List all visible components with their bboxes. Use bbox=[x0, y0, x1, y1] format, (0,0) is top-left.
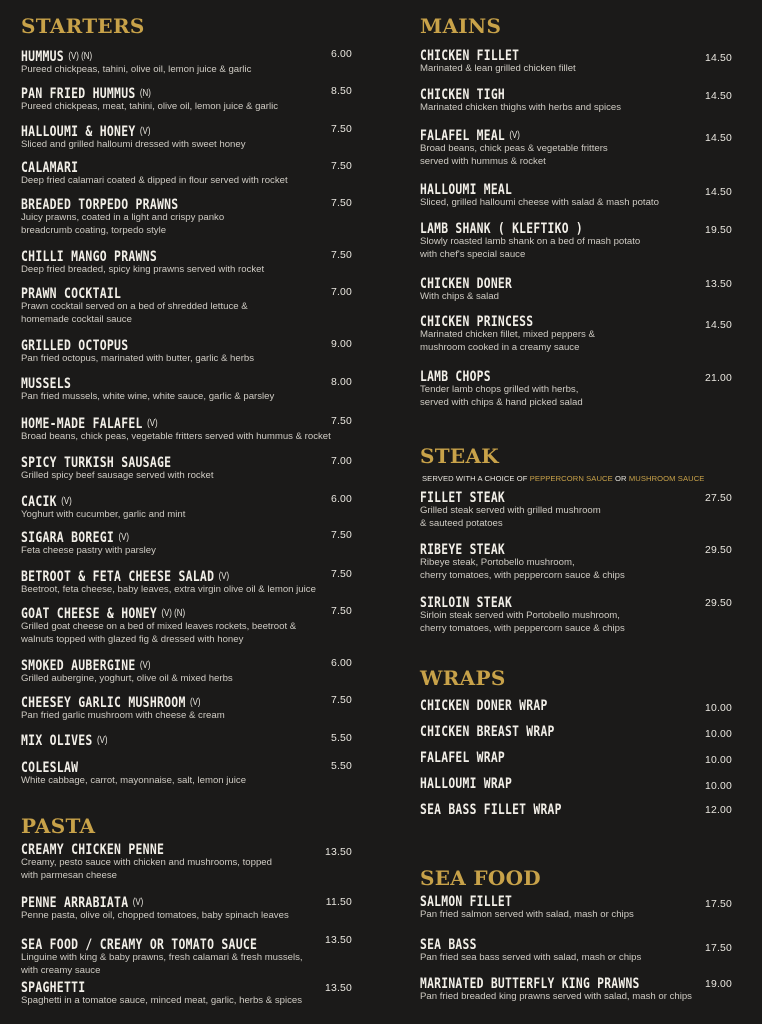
item-description: Grilled steak served with grilled mushroom & sauteed potatoes bbox=[420, 505, 601, 529]
item-name bbox=[420, 127, 692, 145]
menu-item-halloumi-honey bbox=[21, 123, 356, 151]
item-price: 9.00 bbox=[330, 339, 352, 350]
item-name bbox=[420, 276, 692, 293]
dietary-tags: (N) bbox=[139, 87, 151, 99]
menu-item-halloumi-meal bbox=[420, 182, 732, 209]
menu-item-cacik bbox=[21, 493, 356, 521]
item-price: 19.50 bbox=[704, 225, 732, 236]
item-price: 29.50 bbox=[704, 545, 732, 556]
item-name-text: CHEESEY GARLIC MUSHROOM bbox=[21, 695, 186, 712]
section-title: MAINS bbox=[420, 14, 502, 38]
item-name bbox=[420, 369, 692, 386]
item-description: Penne pasta, olive oil, chopped tomatoes, baby spinach leaves bbox=[21, 910, 289, 921]
item-name bbox=[21, 937, 316, 954]
item-name bbox=[21, 760, 316, 777]
item-price: 8.50 bbox=[330, 86, 352, 97]
item-name-text: CACIK bbox=[21, 494, 57, 511]
item-price: 13.50 bbox=[324, 935, 352, 946]
item-name bbox=[21, 338, 316, 355]
menu-item-chicken-doner-wrap bbox=[420, 698, 732, 713]
note-opt2: MUSHROOM SAUCE bbox=[628, 474, 705, 483]
item-name bbox=[420, 48, 692, 65]
note-opt1: PEPPERCORN SAUCE bbox=[529, 474, 613, 483]
menu-item-calamari bbox=[21, 160, 356, 187]
item-name-text: CALAMARI bbox=[21, 160, 79, 177]
menu-item-salmon-fillet bbox=[420, 894, 732, 921]
item-name-text: SEA BASS bbox=[420, 937, 477, 954]
item-price: 14.50 bbox=[704, 320, 732, 331]
item-price: 14.50 bbox=[704, 91, 732, 102]
item-name bbox=[21, 85, 316, 103]
item-name-text: PRAWN COCKTAIL bbox=[21, 286, 122, 303]
item-name-text: MUSSELS bbox=[21, 376, 72, 393]
item-price: 7.50 bbox=[330, 198, 352, 209]
dietary-tags: (V) (N) bbox=[68, 50, 93, 62]
item-description: Prawn cocktail served on a bed of shredded lettuce & homemade cocktail sauce bbox=[21, 301, 248, 325]
item-price: 14.50 bbox=[704, 133, 732, 144]
item-price: 17.50 bbox=[704, 899, 732, 910]
item-name bbox=[420, 698, 692, 715]
item-description: Grilled spicy beef sausage served with rocket bbox=[21, 470, 214, 481]
item-price: 29.50 bbox=[704, 598, 732, 609]
item-name-text: GOAT CHEESE & HONEY bbox=[21, 606, 157, 623]
dietary-tags: (V) bbox=[509, 129, 520, 141]
item-name bbox=[420, 490, 692, 507]
item-name-text: SIRLOIN STEAK bbox=[420, 595, 513, 612]
item-name-text: RIBEYE STEAK bbox=[420, 542, 506, 559]
item-price: 14.50 bbox=[704, 53, 732, 64]
item-description: Sirloin steak served with Portobello mushroom, cherry tomatoes, with peppercorn sauce & chips bbox=[420, 610, 625, 634]
item-name bbox=[420, 776, 692, 793]
menu-item-chicken-princess bbox=[420, 314, 732, 354]
item-name-text: BETROOT & FETA CHEESE SALAD bbox=[21, 569, 215, 586]
item-name bbox=[21, 732, 316, 750]
dietary-tags: (V) (N) bbox=[161, 607, 186, 619]
item-price: 7.50 bbox=[330, 606, 352, 617]
item-name-text: CHICKEN BREAST WRAP bbox=[420, 724, 555, 741]
item-description: Pureed chickpeas, meat, tahini, olive oil, lemon juice & garlic bbox=[21, 101, 279, 112]
item-name bbox=[21, 657, 316, 675]
item-name-text: HALLOUMI WRAP bbox=[420, 776, 513, 793]
item-name-text: CHICKEN DONER WRAP bbox=[420, 698, 548, 715]
item-name bbox=[21, 980, 316, 997]
item-description: Juicy prawns, coated in a light and crispy panko breadcrumb coating, torpedo style bbox=[21, 212, 225, 236]
item-name bbox=[21, 123, 316, 141]
item-name-text: CHICKEN TIGH bbox=[420, 87, 506, 104]
item-name bbox=[21, 842, 316, 859]
item-price: 6.00 bbox=[330, 494, 352, 505]
item-name-text: HALLOUMI & HONEY bbox=[21, 124, 136, 141]
item-description: Marinated chicken fillet, mixed peppers & mushroom cooked in a creamy sauce bbox=[420, 329, 595, 353]
section-title: WRAPS bbox=[420, 666, 506, 690]
section-title: STEAK bbox=[420, 444, 499, 468]
item-description: Broad beans, chick peas, vegetable fritters served with hummus & rocket bbox=[21, 431, 331, 442]
menu-item-hummus bbox=[21, 48, 356, 76]
item-price: 7.00 bbox=[330, 287, 352, 298]
item-price: 21.00 bbox=[704, 373, 732, 384]
menu-item-smoked-aubergine bbox=[21, 657, 356, 685]
item-name-text: HOME-MADE FALAFEL bbox=[21, 416, 143, 433]
item-description: Deep fried calamari coated & dipped in flour served with rocket bbox=[21, 175, 288, 186]
item-name-text: SALMON FILLET bbox=[420, 894, 513, 911]
section-title: SEA FOOD bbox=[420, 866, 541, 890]
item-description: Feta cheese pastry with parsley bbox=[21, 545, 156, 556]
item-price: 7.50 bbox=[330, 569, 352, 580]
menu-item-goat-cheese-honey bbox=[21, 605, 356, 646]
menu-item-chicken-breast-wrap bbox=[420, 724, 732, 739]
item-price: 6.00 bbox=[330, 658, 352, 669]
item-name-text: FALAFEL WRAP bbox=[420, 750, 506, 767]
dietary-tags: (V) bbox=[147, 417, 158, 429]
item-price: 7.50 bbox=[330, 161, 352, 172]
menu-item-halloumi-wrap bbox=[420, 776, 732, 791]
item-description: Broad beans, chick peas & vegetable fritters served with hummus & rocket bbox=[420, 143, 608, 167]
menu-item-sea-food-creamy-or-tomato-sauce bbox=[21, 937, 356, 977]
item-name bbox=[420, 802, 692, 819]
item-name bbox=[420, 724, 692, 741]
section-title: STARTERS bbox=[21, 14, 145, 38]
menu-item-marinated-butterfly-king-prawns bbox=[420, 976, 732, 1003]
item-name-text: SEA BASS FILLET WRAP bbox=[420, 802, 562, 819]
item-price: 27.50 bbox=[704, 493, 732, 504]
item-description: Pan fried sea bass served with salad, mash or chips bbox=[420, 952, 642, 963]
item-description: Tender lamb chops grilled with herbs, served with chips & hand picked salad bbox=[420, 384, 583, 408]
item-price: 12.00 bbox=[704, 805, 732, 816]
item-name-text: FALAFEL MEAL bbox=[420, 128, 506, 145]
section-title: PASTA bbox=[21, 814, 96, 838]
dietary-tags: (V) bbox=[118, 531, 130, 543]
item-name-text: COLESLAW bbox=[21, 760, 79, 777]
item-name bbox=[21, 286, 316, 303]
menu-item-spicy-turkish-sausage bbox=[21, 455, 356, 482]
item-price: 19.00 bbox=[704, 979, 732, 990]
item-name bbox=[420, 976, 692, 993]
item-name bbox=[420, 87, 692, 104]
menu-item-lamb-chops bbox=[420, 369, 732, 409]
item-price: 6.00 bbox=[330, 49, 352, 60]
menu-item-sea-bass-fillet-wrap bbox=[420, 802, 732, 817]
item-price: 7.50 bbox=[330, 124, 352, 135]
item-description: Pan fried garlic mushroom with cheese & cream bbox=[21, 710, 225, 721]
item-description: Pan fried octopus, marinated with butter, garlic & herbs bbox=[21, 353, 255, 364]
item-description: Beetroot, feta cheese, baby leaves, extra virgin olive oil & lemon juice bbox=[21, 584, 316, 595]
item-name-text: MARINATED BUTTERFLY KING PRAWNS bbox=[420, 976, 640, 993]
item-price: 7.50 bbox=[330, 530, 352, 541]
item-description: Ribeye steak, Portobello mushroom, cherry tomatoes, with peppercorn sauce & chips bbox=[420, 557, 625, 581]
item-price: 13.50 bbox=[324, 983, 352, 994]
item-name bbox=[420, 221, 692, 238]
item-name-text: PENNE ARRABIATA bbox=[21, 895, 129, 912]
item-name bbox=[21, 529, 316, 547]
item-description: Spaghetti in a tomatoe sauce, minced meat, garlic, herbs & spices bbox=[21, 995, 303, 1006]
menu-item-breaded-torpedo-prawns bbox=[21, 197, 356, 237]
item-name-text: CREAMY CHICKEN PENNE bbox=[21, 842, 165, 859]
menu-item-lamb-shank-kleftiko bbox=[420, 221, 732, 261]
dietary-tags: (V) bbox=[190, 696, 201, 708]
menu-item-creamy-chicken-penne bbox=[21, 842, 356, 882]
item-name bbox=[420, 182, 692, 199]
item-name bbox=[21, 493, 316, 511]
item-name-text: CHILLI MANGO PRAWNS bbox=[21, 249, 157, 266]
item-description: Grilled aubergine, yoghurt, olive oil & mixed herbs bbox=[21, 673, 233, 684]
item-description: With chips & salad bbox=[420, 291, 499, 302]
item-name bbox=[420, 937, 692, 954]
dietary-tags: (V) bbox=[132, 896, 144, 908]
item-name-text: LAMB CHOPS bbox=[420, 369, 491, 386]
item-name-text: MIX OLIVES bbox=[21, 733, 93, 750]
item-description: Pan fried mussels, white wine, white sauce, garlic & parsley bbox=[21, 391, 275, 402]
item-name-text: CHICKEN DONER bbox=[420, 276, 513, 293]
dietary-tags: (V) bbox=[218, 570, 230, 582]
item-price: 5.50 bbox=[330, 733, 352, 744]
item-name-text: PAN FRIED HUMMUS bbox=[21, 86, 136, 103]
item-price: 7.50 bbox=[330, 250, 352, 261]
item-description: Pan fried breaded king prawns served with salad, mash or chips bbox=[420, 991, 692, 1002]
menu-item-fillet-steak bbox=[420, 490, 732, 530]
note-pre: SERVED WITH A CHOICE OF bbox=[422, 474, 530, 483]
item-name bbox=[21, 568, 316, 586]
item-name bbox=[21, 48, 316, 66]
item-description: Yoghurt with cucumber, garlic and mint bbox=[21, 509, 186, 520]
item-name-text: SIGARA BOREGI bbox=[21, 530, 115, 547]
item-name-text: SPICY TURKISH SAUSAGE bbox=[21, 455, 172, 472]
item-description: Sliced and grilled halloumi dressed with sweet honey bbox=[21, 139, 246, 150]
item-name-text: LAMB SHANK ( KLEFTIKO ) bbox=[420, 221, 583, 238]
item-price: 10.00 bbox=[704, 703, 732, 714]
item-name-text: CHICKEN PRINCESS bbox=[420, 314, 534, 331]
menu-item-prawn-cocktail bbox=[21, 286, 356, 326]
menu-item-falafel-wrap bbox=[420, 750, 732, 765]
item-name bbox=[21, 455, 316, 472]
item-price: 17.50 bbox=[704, 943, 732, 954]
item-description: Pureed chickpeas, tahini, olive oil, lemon juice & garlic bbox=[21, 64, 252, 75]
item-name-text: FILLET STEAK bbox=[420, 490, 506, 507]
menu-item-pan-fried-hummus bbox=[21, 85, 356, 113]
item-name bbox=[420, 314, 692, 331]
menu-item-chicken-doner bbox=[420, 276, 732, 303]
menu-item-cheesey-garlic-mushroom bbox=[21, 694, 356, 722]
menu-item-sirloin-steak bbox=[420, 595, 732, 635]
item-price: 14.50 bbox=[704, 187, 732, 198]
menu-item-falafel-meal bbox=[420, 127, 732, 168]
menu-item-sea-bass bbox=[420, 937, 732, 964]
item-price: 10.00 bbox=[704, 755, 732, 766]
item-name-text: HUMMUS bbox=[21, 49, 64, 66]
item-name bbox=[21, 160, 316, 177]
item-name-text: CHICKEN FILLET bbox=[420, 48, 520, 65]
item-description: Sliced, grilled halloumi cheese with salad & mash potato bbox=[420, 197, 659, 208]
item-name-text: BREADED TORPEDO PRAWNS bbox=[21, 197, 179, 214]
item-name bbox=[21, 894, 316, 912]
item-name-text: GRILLED OCTOPUS bbox=[21, 338, 129, 355]
menu-item-spaghetti bbox=[21, 980, 356, 1007]
menu-item-betroot-feta-cheese-salad bbox=[21, 568, 356, 596]
item-description: Marinated chicken thighs with herbs and spices bbox=[420, 102, 622, 113]
item-name bbox=[21, 415, 316, 433]
dietary-tags: (V) bbox=[96, 734, 108, 746]
item-description: Marinated & lean grilled chicken fillet bbox=[420, 63, 576, 74]
item-price: 5.50 bbox=[330, 761, 352, 772]
item-name bbox=[420, 595, 692, 612]
item-name bbox=[420, 750, 692, 767]
item-description: Creamy, pesto sauce with chicken and mushrooms, topped with parmesan cheese bbox=[21, 857, 272, 881]
dietary-tags: (V) bbox=[139, 125, 151, 137]
item-description: White cabbage, carrot, mayonnaise, salt, lemon juice bbox=[21, 775, 247, 786]
item-price: 11.50 bbox=[325, 897, 352, 908]
menu-item-mussels bbox=[21, 376, 356, 403]
item-description: Grilled goat cheese on a bed of mixed leaves rockets, beetroot & walnuts topped with glazed fig & dressed with honey bbox=[21, 621, 297, 645]
item-name bbox=[21, 376, 316, 393]
menu-item-home-made-falafel bbox=[21, 415, 356, 443]
item-name bbox=[21, 249, 316, 266]
item-price: 10.00 bbox=[704, 781, 732, 792]
menu-item-chicken-fillet bbox=[420, 48, 732, 75]
menu-item-chilli-mango-prawns bbox=[21, 249, 356, 276]
sauce-choice-note bbox=[422, 474, 704, 483]
item-price: 10.00 bbox=[704, 729, 732, 740]
menu-item-penne-arrabiata bbox=[21, 894, 356, 922]
item-price: 7.50 bbox=[330, 416, 352, 427]
item-name-text: SEA FOOD / CREAMY OR TOMATO SAUCE bbox=[21, 937, 258, 954]
item-name bbox=[21, 605, 316, 623]
item-name-text: HALLOUMI MEAL bbox=[420, 182, 513, 199]
item-name bbox=[420, 894, 692, 911]
menu-item-ribeye-steak bbox=[420, 542, 732, 582]
item-name bbox=[21, 694, 316, 712]
dietary-tags: (V) bbox=[61, 495, 72, 507]
menu-item-sigara-boregi bbox=[21, 529, 356, 557]
menu-item-grilled-octopus bbox=[21, 338, 356, 365]
item-name-text: SPAGHETTI bbox=[21, 980, 86, 997]
item-name bbox=[420, 542, 692, 559]
menu-item-chicken-tigh bbox=[420, 87, 732, 114]
item-description: Slowly roasted lamb shank on a bed of mash potato with chef's special sauce bbox=[420, 236, 641, 260]
menu-item-mix-olives bbox=[21, 732, 356, 748]
item-name bbox=[21, 197, 316, 214]
item-price: 13.50 bbox=[704, 279, 732, 290]
item-price: 7.50 bbox=[330, 695, 352, 706]
item-price: 7.00 bbox=[330, 456, 352, 467]
note-mid: OR bbox=[612, 474, 629, 483]
item-description: Deep fried breaded, spicy king prawns served with rocket bbox=[21, 264, 265, 275]
item-name-text: SMOKED AUBERGINE bbox=[21, 658, 136, 675]
item-description: Linguine with king & baby prawns, fresh calamari & fresh mussels, with creamy sauce bbox=[21, 952, 303, 976]
dietary-tags: (V) bbox=[139, 659, 151, 671]
menu-item-coleslaw bbox=[21, 760, 356, 787]
item-description: Pan fried salmon served with salad, mash or chips bbox=[420, 909, 634, 920]
item-price: 8.00 bbox=[330, 377, 352, 388]
item-price: 13.50 bbox=[324, 847, 352, 858]
